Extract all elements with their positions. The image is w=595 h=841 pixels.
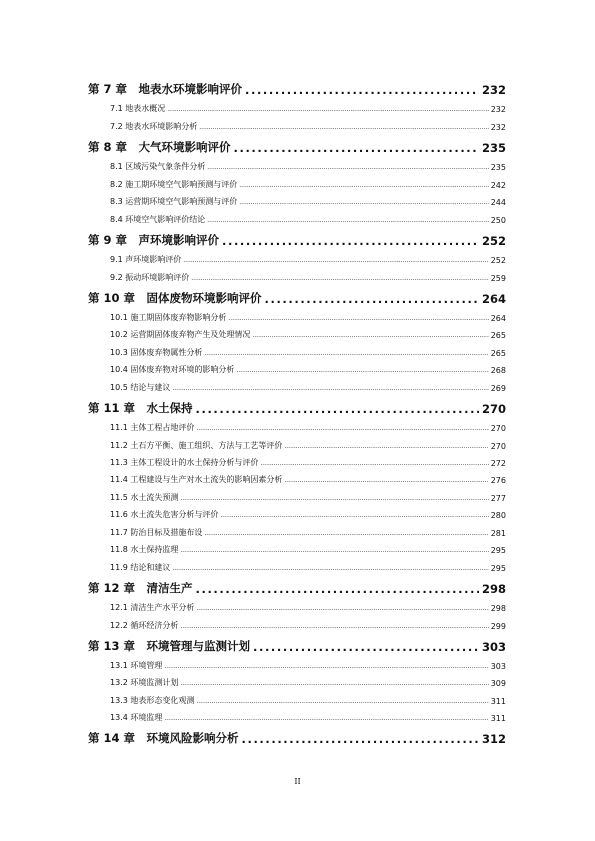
toc-entry-title: 8.4 环境空气影响评价结论 [110,214,206,224]
toc-entry-page: 232 [490,105,506,115]
toc-entry-page: 244 [490,198,506,208]
toc-entry-title: 10.3 固体废弃物属性分析 [110,347,203,357]
toc-entry-page: 232 [490,122,506,132]
toc-entry-page: 232 [481,83,506,97]
toc-leader-dots [196,425,488,433]
toc-entry-title: 第 14 章 环境风险影响分析 [88,731,239,746]
toc-entry-page: 303 [481,639,506,654]
toc-section-entry[interactable] [88,654,506,671]
toc-entry-page: 309 [490,679,506,689]
toc-section-entry[interactable] [88,97,506,114]
toc-entry-page: 252 [490,256,506,266]
toc-section-entry[interactable] [88,503,506,520]
toc-leader-dots [180,495,488,503]
toc-section-entry[interactable] [88,340,506,357]
toc-section-entry[interactable] [88,358,506,375]
toc-leader-dots [228,315,488,323]
toc-chapter-entry[interactable] [88,393,506,416]
toc-entry-title: 13.3 地表形态变化观测 [110,695,195,705]
toc-entry-page: 312 [481,732,506,747]
toc-leader-dots [167,106,488,114]
toc-section-entry[interactable] [88,375,506,392]
toc-leader-dots [164,715,488,723]
toc-entry-title: 第 11 章 水土保持 [88,400,193,415]
toc-entry-title: 12.1 清洁生产水平分析 [110,603,195,613]
toc-leader-dots [242,732,479,746]
toc-entry-title: 11.6 水土流失危害分析与评价 [110,510,219,520]
toc-leader-dots [234,141,479,155]
toc-entry-page: 280 [490,511,506,521]
toc-leader-dots [207,217,488,225]
toc-entry-title: 9.1 声环境影响评价 [110,255,182,265]
toc-leader-dots [172,385,488,393]
toc-leader-dots [284,443,488,451]
toc-section-entry[interactable] [88,248,506,265]
toc-chapter-entry[interactable] [88,132,506,155]
toc-entry-page: 270 [490,424,506,434]
toc-entry-page: 250 [490,215,506,225]
toc-entry-page: 272 [490,459,506,468]
toc-section-entry[interactable] [88,190,506,207]
toc-section-entry[interactable] [88,538,506,555]
toc-entry-title: 9.2 振动环境影响评价 [110,272,190,282]
toc-entry-page: 295 [490,563,506,573]
toc-entry-page: 235 [481,140,506,155]
toc-section-entry[interactable] [88,416,506,433]
toc-entry-page: 298 [490,604,506,614]
toc-section-entry[interactable] [88,596,506,613]
toc-leader-dots [164,663,488,671]
toc-entry-page: 269 [490,383,506,393]
toc-leader-dots [252,332,488,340]
toc-leader-dots [191,275,488,283]
toc-entry-title: 第 13 章 环境管理与监测计划 [88,638,251,653]
toc-leader-dots [199,124,488,132]
toc-section-entry[interactable] [88,451,506,468]
toc-section-entry[interactable] [88,468,506,485]
toc-entry-title: 7.1 地表水概况 [110,104,166,114]
toc-entry-title: 11.8 水土保持监理 [110,545,179,555]
toc-entry-page: 311 [490,714,506,724]
toc-leader-dots [183,257,488,265]
toc-entry-title: 13.2 环境监测计划 [110,678,179,688]
toc-section-entry[interactable] [88,265,506,282]
toc-section-entry[interactable] [88,671,506,688]
toc-section-entry[interactable] [88,323,506,340]
toc-entry-title: 12.2 循环经济分析 [110,620,179,630]
toc-entry-page: 264 [481,291,506,306]
toc-leader-dots [265,292,479,306]
toc-section-entry[interactable] [88,306,506,323]
toc-entry-title: 11.5 水土流失预测 [110,492,179,502]
toc-entry-title: 11.7 防治目标及措施布设 [110,527,203,537]
toc-entry-title: 11.3 主体工程设计的水土保持分析与评价 [110,458,259,467]
toc-entry-page: 303 [490,661,506,671]
toc-entry-title: 11.2 土石方平衡、施工组织、方法与工艺等评价 [110,440,283,450]
toc-entry-page: 265 [490,348,506,358]
toc-entry-title: 8.3 运营期环境空气影响预测与评价 [110,197,238,207]
page-number: II [294,777,301,786]
toc-chapter-entry[interactable] [88,573,506,596]
toc-leader-dots [222,234,479,248]
toc-entry-title: 8.2 施工期环境空气影响预测与评价 [110,179,238,189]
toc-chapter-entry[interactable] [88,723,506,746]
toc-entry-page: 277 [490,493,506,503]
toc-entry-title: 10.5 结论与建议 [110,382,171,392]
toc-entry-page: 235 [490,163,506,173]
toc-entry-title: 11.4 工程建设与生产对水土流失的影响因素分析 [110,475,283,485]
toc-leader-dots [204,530,488,538]
toc-entry-page: 270 [481,401,506,416]
toc-section-entry[interactable] [88,114,506,131]
table-of-contents [88,74,506,746]
toc-entry-title: 11.1 主体工程占地评价 [110,423,195,433]
toc-leader-dots [253,640,479,654]
toc-leader-dots [236,367,488,375]
toc-section-entry[interactable] [88,555,506,572]
toc-leader-dots [239,182,488,190]
toc-leader-dots [180,547,488,555]
toc-leader-dots [239,199,488,207]
toc-entry-title: 10.4 固体废弃物对环境的影响分析 [110,365,235,375]
toc-entry-title: 8.1 区域污染气象条件分析 [110,162,206,172]
toc-leader-dots [172,565,488,573]
toc-entry-page: 295 [490,546,506,556]
toc-section-entry[interactable] [88,155,506,172]
toc-leader-dots [260,460,488,468]
toc-entry-page: 242 [490,180,506,190]
toc-chapter-entry[interactable] [88,631,506,654]
toc-entry-page: 264 [490,313,506,323]
toc-entry-title: 7.2 地表水环境影响分析 [110,121,198,131]
toc-entry-title: 11.9 结论和建议 [110,562,171,572]
toc-entry-title: 第 9 章 声环境影响评价 [88,232,220,247]
toc-leader-dots [207,164,488,172]
toc-entry-page: 268 [490,366,506,376]
toc-entry-page: 265 [490,331,506,341]
toc-section-entry[interactable] [88,207,506,224]
toc-entry-title: 第 12 章 清洁生产 [88,580,193,595]
toc-entry-page: 298 [481,581,506,596]
toc-leader-dots [284,477,488,485]
toc-chapter-entry[interactable] [88,225,506,248]
toc-leader-dots [196,402,479,416]
toc-section-entry[interactable] [88,706,506,723]
toc-entry-page: 276 [490,476,506,486]
toc-entry-page: 252 [481,233,506,248]
toc-entry-title: 10.1 施工期固体废弃物影响分析 [110,312,227,322]
toc-entry-page: 299 [490,621,506,631]
toc-entry-title: 第 8 章 大气环境影响评价 [88,139,231,154]
toc-entry-page: 281 [490,528,506,538]
toc-leader-dots [204,350,488,358]
toc-section-entry[interactable] [88,433,506,450]
toc-entry-page: 259 [490,273,506,283]
toc-section-entry[interactable] [88,172,506,189]
toc-entry-title: 13.1 环境管理 [110,660,163,670]
toc-section-entry[interactable] [88,485,506,502]
toc-leader-dots [196,605,488,613]
toc-entry-page: 311 [490,696,506,706]
toc-chapter-entry[interactable] [88,283,506,306]
toc-leader-dots [180,623,488,631]
toc-leader-dots [196,582,479,596]
toc-section-entry[interactable] [88,613,506,630]
toc-entry-page: 270 [490,441,506,451]
toc-leader-dots [245,83,479,97]
toc-leader-dots [196,698,488,706]
toc-entry-title: 10.2 运营期固体废弃物产生及处理情况 [110,330,251,340]
toc-entry-title: 13.4 环境监理 [110,713,163,723]
toc-chapter-entry[interactable] [88,74,506,97]
toc-entry-title: 第 10 章 固体废物环境影响评价 [88,290,262,305]
toc-section-entry[interactable] [88,688,506,705]
toc-entry-title: 第 7 章 地表水环境影响评价 [88,82,243,96]
toc-leader-dots [180,680,488,688]
toc-section-entry[interactable] [88,520,506,537]
toc-leader-dots [220,512,488,520]
